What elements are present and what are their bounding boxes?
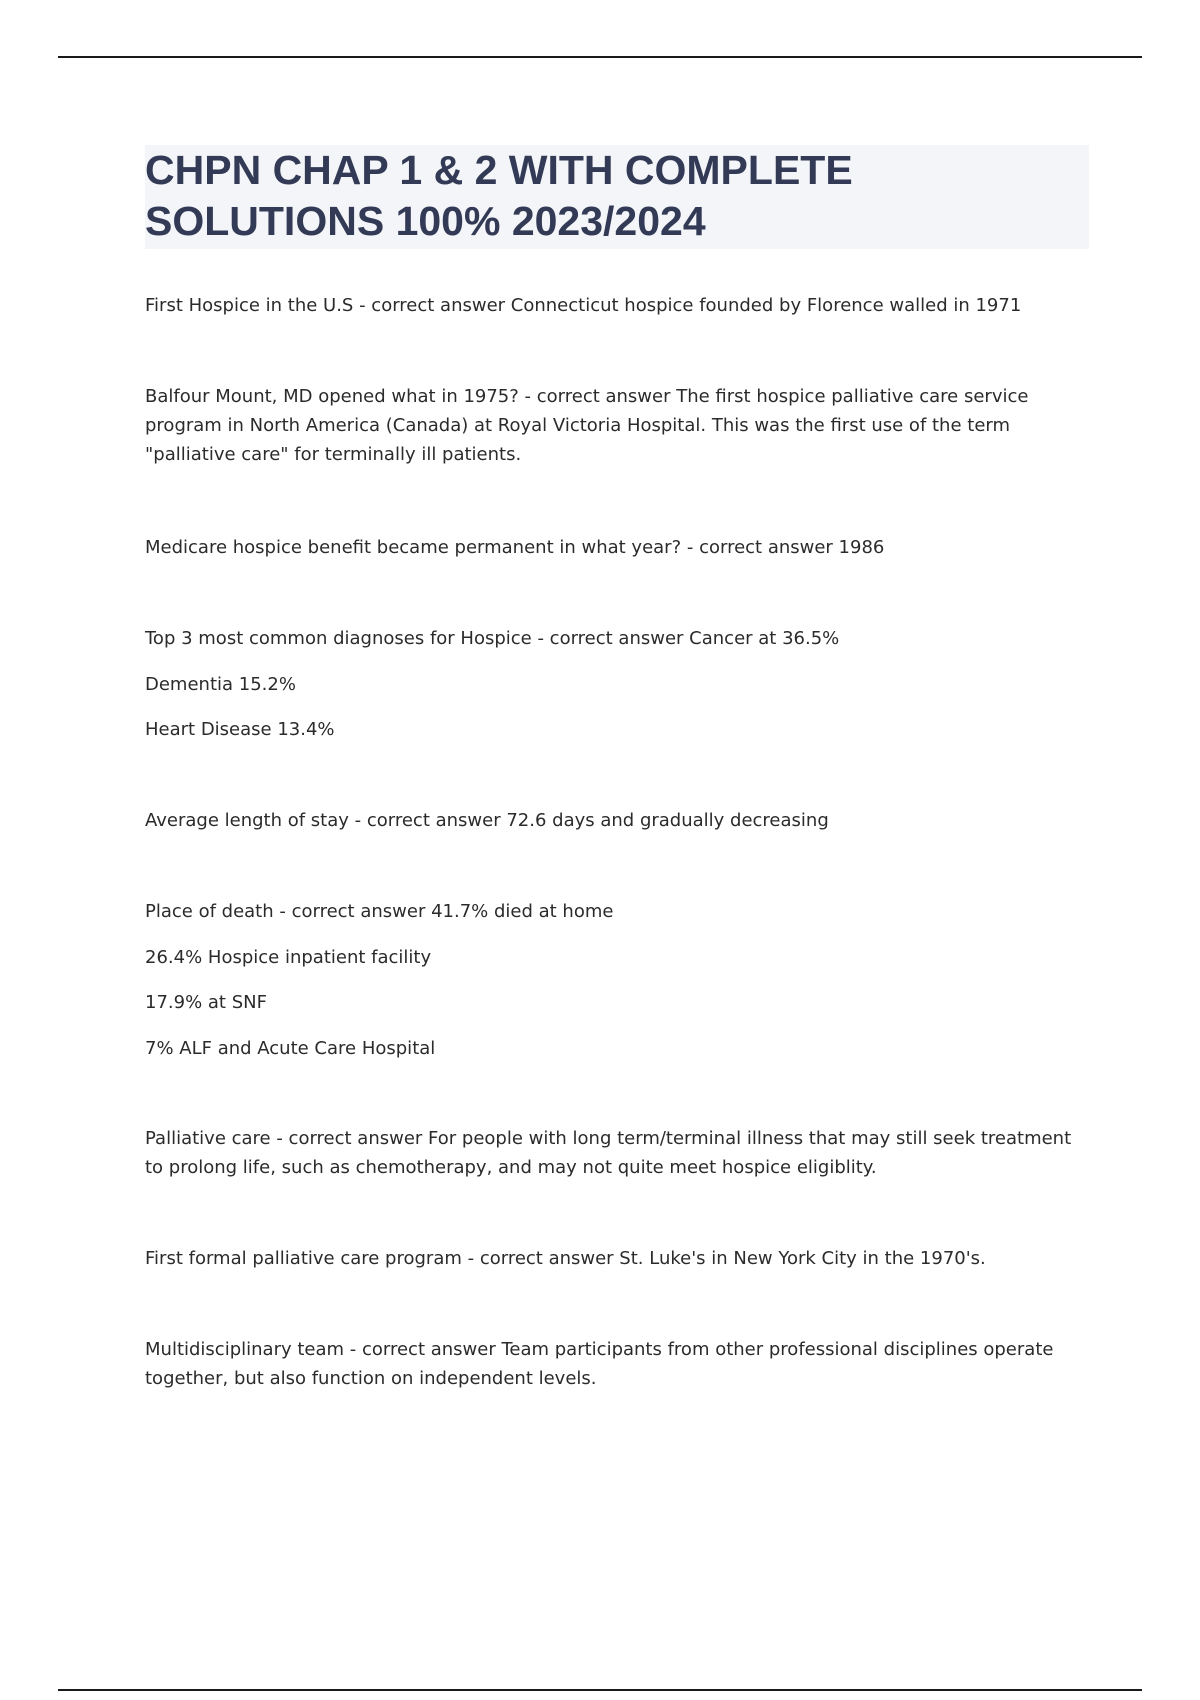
- qa-entry: [145, 1335, 1085, 1393]
- qa-entry: [145, 382, 1085, 469]
- qa-entry: [145, 806, 1085, 835]
- qa-entry: [145, 533, 1085, 562]
- title-banner: [145, 145, 1089, 249]
- qa-entry: [145, 291, 1085, 320]
- top-rule: [58, 56, 1142, 58]
- qa-text: Average length of stay - correct answer 72.6 days and gradually decreasing: [145, 810, 829, 831]
- qa-text: First formal palliative care program - correct answer St. Luke's in New York City in the 1970's.: [145, 1248, 986, 1269]
- document-title: CHPN CHAP 1 & 2 WITH COMPLETE SOLUTIONS 100% 2023/2024: [145, 147, 853, 244]
- qa-line: Heart Disease 13.4%: [145, 719, 335, 740]
- qa-entry: [145, 897, 1085, 1063]
- qa-text: Medicare hospice benefit became permanent in what year? - correct answer 1986: [145, 537, 885, 558]
- qa-text: Palliative care - correct answer For people with long term/terminal illness that may still seek treatment to prolong life, such as chemotherapy, and may not quite meet hospice eligiblity.: [145, 1128, 1072, 1178]
- qa-line: Place of death - correct answer 41.7% died at home: [145, 901, 614, 922]
- qa-text: First Hospice in the U.S - correct answer Connecticut hospice founded by Florence walled in 1971: [145, 295, 1022, 316]
- qa-text: Balfour Mount, MD opened what in 1975? - correct answer The first hospice palliative care service program in North America (Canada) at Royal Victoria Hospital. This was the first use of the term "palliative care" for terminally ill patients.: [145, 386, 1029, 465]
- qa-line: 17.9% at SNF: [145, 992, 267, 1013]
- qa-text: Multidisciplinary team - correct answer Team participants from other professional disciplines operate together, but also function on independent levels.: [145, 1339, 1054, 1389]
- qa-entry: [145, 624, 1085, 744]
- qa-line: 7% ALF and Acute Care Hospital: [145, 1038, 436, 1059]
- qa-line: 26.4% Hospice inpatient facility: [145, 947, 432, 968]
- qa-line: Top 3 most common diagnoses for Hospice - correct answer Cancer at 36.5%: [145, 628, 840, 649]
- bottom-rule: [58, 1689, 1142, 1691]
- qa-line: Dementia 15.2%: [145, 674, 296, 695]
- qa-entry: [145, 1244, 1085, 1273]
- qa-entry: [145, 1124, 1085, 1182]
